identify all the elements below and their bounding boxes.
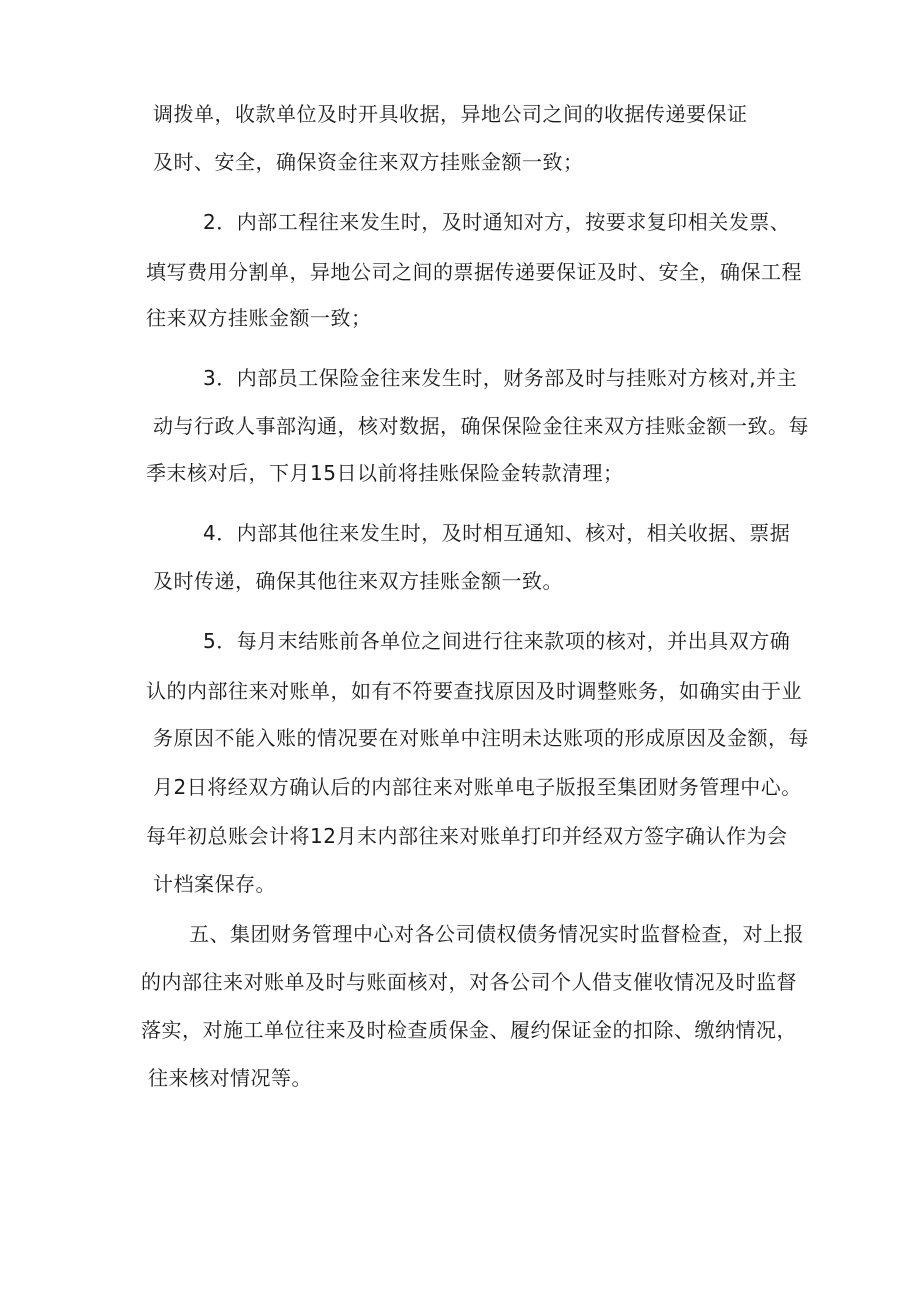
text-line-8: 季末核对后，下月15日以前将挂账保险金转款清理； <box>146 461 624 485</box>
text-line-11: 5．每月末结账前各单位之间进行往来款项的核对，并出具双方确 <box>203 629 791 653</box>
text-line-4: 填写费用分割单，异地公司之间的票据传递要保证及时、安全，确保工程 <box>146 260 802 284</box>
text-line-7: 动与行政人事部沟通，核对数据，确保保险金往来双方挂账金额一致。每 <box>153 414 809 438</box>
text-line-18: 的内部往来对账单及时与账面核对，对各公司个人借支催收情况及时监督 <box>141 970 797 994</box>
text-line-2: 及时、安全，确保资金往来双方挂账金额一致； <box>153 150 584 174</box>
text-line-13: 务原因不能入账的情况要在对账单中注明未达账项的形成原因及金额，每 <box>153 726 809 750</box>
text-line-16: 计档案保存。 <box>153 872 276 896</box>
text-line-1: 调拨单，收款单位及时开具收据，异地公司之间的收据传递要保证 <box>153 102 748 126</box>
text-line-20: 往来核对情况等。 <box>148 1066 312 1090</box>
text-line-5: 往来双方挂账金额一致； <box>146 306 372 330</box>
text-line-3: 2．内部工程往来发生时，及时通知对方，按要求复印相关发票、 <box>203 210 791 234</box>
text-line-17: 五、集团财务管理中心对各公司债权债务情况实时监督检查，对上报 <box>189 922 804 946</box>
text-line-15: 每年初总账会计将12月末内部往来对账单打印并经双方签字确认作为会 <box>146 824 788 848</box>
text-line-14: 月2日将经双方确认后的内部往来对账单电子版报至集团财务管理中心。 <box>153 775 802 799</box>
text-line-10: 及时传递，确保其他往来双方挂账金额一致。 <box>153 569 563 593</box>
text-line-9: 4．内部其他往来发生时，及时相互通知、核对，相关收据、票据 <box>203 521 791 545</box>
text-line-6: 3．内部员工保险金往来发生时，财务部及时与挂账对方核对,并主 <box>203 366 798 390</box>
text-line-12: 认的内部往来对账单，如有不符要查找原因及时调整账务，如确实由于业 <box>146 679 802 703</box>
text-line-19: 落实，对施工单位往来及时检查质保金、履约保证金的扣除、缴纳情况， <box>141 1018 797 1042</box>
